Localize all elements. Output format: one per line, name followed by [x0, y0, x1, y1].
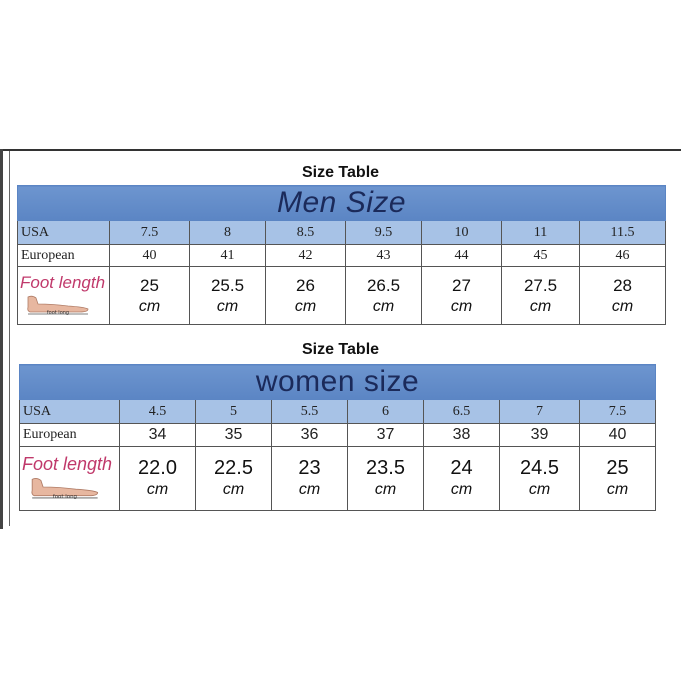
foot-diagram-icon: [24, 293, 94, 315]
men-european-cell: 43: [346, 245, 422, 267]
men-european-cell: 41: [190, 245, 266, 267]
men-usa-cell: 10: [422, 221, 502, 245]
men-usa-cell: 9.5: [346, 221, 422, 245]
women-usa-cell: 4.5: [120, 400, 196, 424]
women-usa-cell: 7.5: [580, 400, 656, 424]
men-usa-cell: 11: [502, 221, 580, 245]
women-table-caption: Size Table: [301, 341, 380, 358]
men-foot-length-cell: 26 cm: [266, 267, 346, 325]
foot-long-caption: foot long: [46, 310, 70, 315]
women-european-label: European: [20, 424, 120, 447]
men-foot-length-cell: 26.5 cm: [346, 267, 422, 325]
women-european-cell: 40: [580, 424, 656, 447]
men-usa-label: USA: [18, 221, 110, 245]
men-european-label: European: [18, 245, 110, 267]
women-european-cell: 35: [196, 424, 272, 447]
women-usa-row: [20, 400, 656, 424]
men-usa-cell: 8: [190, 221, 266, 245]
women-size-table: [19, 364, 656, 511]
foot-length-label-text: Foot length: [20, 273, 106, 292]
women-usa-cell: 5: [196, 400, 272, 424]
women-foot-length-label: [20, 447, 120, 511]
men-size-banner: Men Size: [18, 186, 666, 221]
men-european-cell: 46: [580, 245, 666, 267]
women-foot-length-cell: 25 cm: [580, 447, 656, 511]
men-usa-cell: 11.5: [580, 221, 666, 245]
women-usa-cell: 6.5: [424, 400, 500, 424]
men-european-cell: 42: [266, 245, 346, 267]
women-size-banner: women size: [20, 365, 656, 400]
women-european-cell: 39: [500, 424, 580, 447]
men-foot-length-label: [18, 267, 110, 325]
women-usa-cell: 7: [500, 400, 580, 424]
men-foot-length-cell: 27.5 cm: [502, 267, 580, 325]
men-foot-length-cell: 25.5 cm: [190, 267, 266, 325]
foot-length-label-text: Foot length: [22, 454, 113, 474]
men-foot-length-row: [18, 267, 666, 325]
men-european-cell: 40: [110, 245, 190, 267]
men-european-cell: 44: [422, 245, 502, 267]
men-usa-cell: 8.5: [266, 221, 346, 245]
women-foot-length-cell: 23.5 cm: [348, 447, 424, 511]
men-european-cell: 45: [502, 245, 580, 267]
foot-long-caption: foot long: [52, 493, 77, 499]
men-usa-row: [18, 221, 666, 245]
women-usa-label: USA: [20, 400, 120, 424]
women-european-cell: 38: [424, 424, 500, 447]
women-foot-length-cell: 24 cm: [424, 447, 500, 511]
women-european-cell: 34: [120, 424, 196, 447]
women-european-cell: 36: [272, 424, 348, 447]
men-usa-cell: 7.5: [110, 221, 190, 245]
women-foot-length-cell: 22.0 cm: [120, 447, 196, 511]
men-european-row: [18, 245, 666, 267]
men-foot-length-cell: 28 cm: [580, 267, 666, 325]
men-foot-length-cell: 27 cm: [422, 267, 502, 325]
frame-top-border: [0, 149, 681, 151]
women-usa-cell: 6: [348, 400, 424, 424]
men-table-caption: Size Table: [301, 164, 380, 181]
frame-left-inner-border: [9, 151, 10, 526]
women-foot-length-cell: 24.5 cm: [500, 447, 580, 511]
women-european-cell: 37: [348, 424, 424, 447]
men-foot-length-cell: 25 cm: [110, 267, 190, 325]
foot-diagram-icon: [26, 475, 106, 499]
women-usa-cell: 5.5: [272, 400, 348, 424]
frame-left-border: [0, 149, 3, 529]
women-foot-length-row: [20, 447, 656, 511]
men-size-table: [17, 185, 666, 325]
women-foot-length-cell: 22.5 cm: [196, 447, 272, 511]
women-foot-length-cell: 23 cm: [272, 447, 348, 511]
women-european-row: [20, 424, 656, 447]
